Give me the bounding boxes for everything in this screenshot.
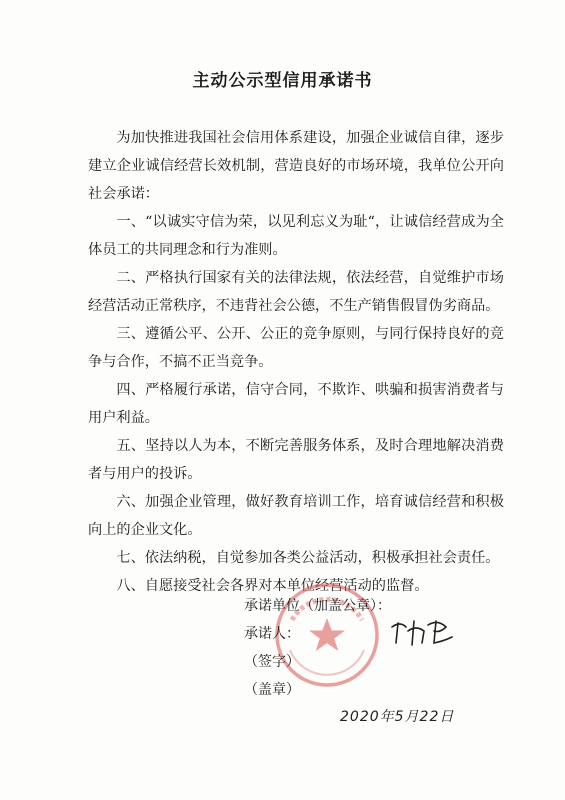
sign-note: （签字） bbox=[244, 654, 300, 670]
promisor-unit-label: 承诺单位（加盖公章）： bbox=[244, 598, 391, 614]
paragraph-item-3: 三、遵循公平、公开、公正的竞争原则，与同行保持良好的竞争与合作，不搞不正当竞争。 bbox=[88, 326, 504, 370]
paragraph-item-4: 四、严格履行承诺，信守合同，不欺诈、哄骗和损害消费者与用户利益。 bbox=[88, 382, 504, 426]
handwritten-date: 2020年5月22日 bbox=[340, 709, 455, 725]
paragraph-item-6: 六、加强企业管理，做好教育培训工作，培育诚信经营和积极向上的企业文化。 bbox=[88, 494, 504, 538]
paragraph-item-1: 一、“以诚实守信为荣，以见利忘义为耻“，让诚信经营成为全体员工的共同理念和行为准则。 bbox=[88, 214, 504, 258]
document-body bbox=[88, 124, 504, 600]
paragraph-item-7: 七、依法纳税，自觉参加各类公益活动，积极承担社会责任。 bbox=[116, 550, 500, 566]
paragraph-item-2: 二、严格执行国家有关的法律法规，依法经营，自觉维护市场经营活动正常秩序，不违背社会公德，不生产销售假冒伪劣商品。 bbox=[88, 270, 504, 314]
signature-block bbox=[244, 592, 391, 704]
promisor-person-label: 承诺人： bbox=[244, 626, 300, 642]
paragraph-intro: 为加快推进我国社会信用体系建设，加强企业诚信自律，逐步建立企业诚信经营长效机制，营造良好的市场环境，我单位公开向社会承诺： bbox=[88, 130, 504, 202]
document-title: 主动公示型信用承诺书 bbox=[192, 71, 373, 91]
paragraph-item-8: 八、自愿接受社会各界对本单位经营活动的监督。 bbox=[116, 578, 429, 594]
paragraph-item-5: 五、坚持以人为本，不断完善服务体系，及时合理地解决消费者与用户的投诉。 bbox=[88, 438, 504, 482]
handwritten-signature-icon bbox=[388, 617, 458, 647]
seal-note: （盖章） bbox=[244, 682, 300, 698]
